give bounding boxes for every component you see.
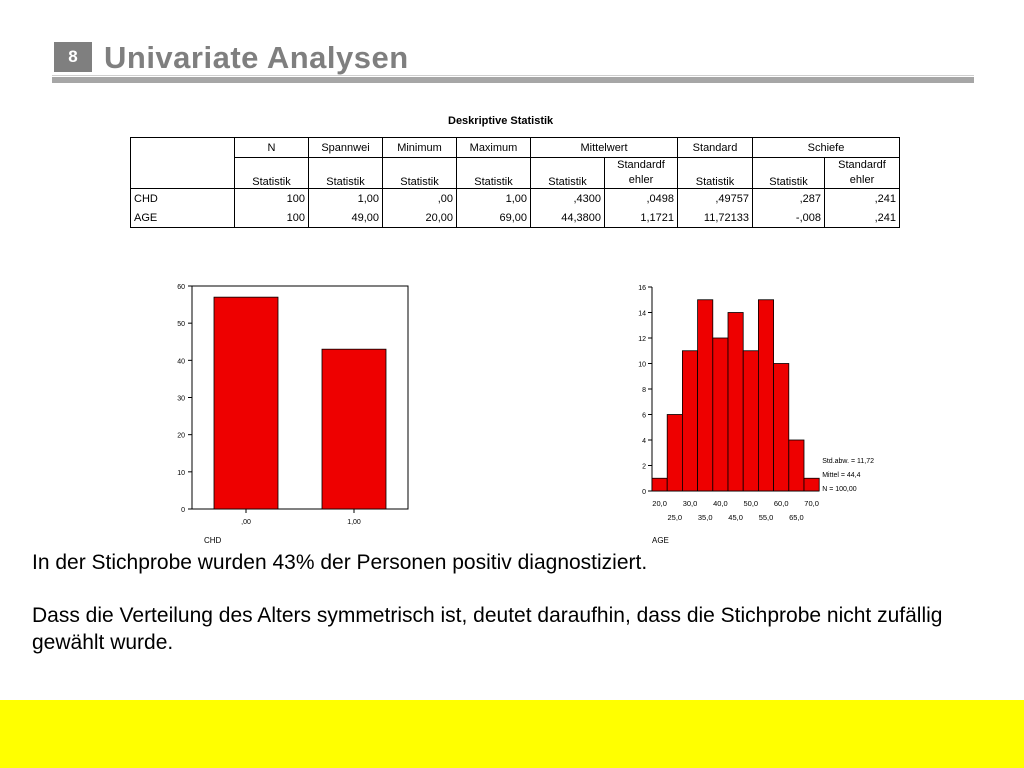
- y-tick-label: 2: [642, 463, 646, 471]
- table-cell: 49,00: [309, 208, 383, 228]
- y-tick-label: 50: [177, 321, 185, 329]
- bar: [322, 349, 386, 509]
- x-tick-label: 40,0: [713, 499, 728, 508]
- histogram-bar: [713, 338, 728, 491]
- table-cell: ,4300: [531, 189, 605, 209]
- x-tick-label: 20,0: [652, 499, 667, 508]
- column-subheader: Statistik: [457, 158, 531, 189]
- y-tick-label: 14: [638, 310, 646, 318]
- column-subheader: Statistik: [383, 158, 457, 189]
- histogram-bar: [743, 351, 758, 491]
- row-label: CHD: [131, 189, 235, 209]
- y-tick-label: 10: [177, 469, 185, 477]
- table-corner-cell: [131, 138, 235, 189]
- column-header: Maximum: [457, 138, 531, 158]
- x-tick-label: 55,0: [758, 513, 774, 522]
- column-subheader: Statistik: [531, 158, 605, 189]
- y-tick-label: 12: [638, 336, 646, 343]
- legend-entry: Std.abw. = 11,72: [822, 458, 875, 465]
- table-cell: 1,00: [457, 189, 531, 209]
- histogram-bar: [682, 351, 697, 491]
- y-tick-label: 4: [642, 438, 646, 445]
- column-subheader: Statistik: [678, 158, 753, 189]
- y-tick-label: 8: [642, 387, 646, 394]
- slide-number: 8: [54, 42, 92, 72]
- x-axis-label: AGE: [652, 536, 669, 545]
- column-subheader: Statistik: [309, 158, 383, 189]
- x-tick-label: 65,0: [789, 513, 804, 522]
- table-cell: ,241: [825, 189, 900, 209]
- histogram-bar: [728, 313, 743, 492]
- table-cell: 44,3800: [531, 208, 605, 228]
- x-tick-label: 45,0: [728, 513, 743, 522]
- y-tick-label: 20: [177, 432, 185, 440]
- x-tick-label: 60,0: [773, 499, 789, 508]
- legend-entry: Mittel = 44,4: [822, 472, 861, 479]
- paragraph-chd: In der Stichprobe wurden 43% der Personen positiv diagnostiziert.: [32, 551, 648, 574]
- y-tick-label: 16: [638, 285, 646, 292]
- table-cell: ,49757: [678, 189, 753, 209]
- age-histogram: [620, 278, 900, 563]
- column-header: Schiefe: [753, 138, 900, 158]
- histogram-bar: [667, 415, 682, 492]
- x-tick-label: 25,0: [667, 513, 683, 522]
- paragraph-age: Dass die Verteilung des Alters symmetrisch ist, deutet daraufhin, dass die Stichprobe nicht zufällig gewählt wurde.: [32, 604, 943, 654]
- bar: [214, 297, 278, 509]
- table-subheader-row: [131, 158, 900, 189]
- column-header: Standard: [678, 138, 753, 158]
- table-cell: 1,00: [309, 189, 383, 209]
- column-subheader: Statistik: [753, 158, 825, 189]
- y-tick-label: 60: [177, 284, 185, 291]
- chd-bar-chart-svg: [168, 278, 418, 558]
- histogram-bar: [804, 478, 819, 491]
- table-cell: ,0498: [605, 189, 678, 209]
- histogram-bar: [758, 300, 773, 491]
- table-cell: 20,00: [383, 208, 457, 228]
- slide-body-text: [32, 549, 992, 656]
- table-cell: -,008: [753, 208, 825, 228]
- column-header: Minimum: [383, 138, 457, 158]
- table-cell: 1,1721: [605, 208, 678, 228]
- x-tick-label: ,00: [241, 519, 251, 526]
- table-cell: 100: [235, 189, 309, 209]
- x-tick-label: 30,0: [682, 499, 698, 508]
- x-tick-label: 35,0: [697, 513, 713, 522]
- y-tick-label: 6: [642, 412, 646, 420]
- table-cell: ,00: [383, 189, 457, 209]
- table-header-row: [131, 138, 900, 158]
- table-row: [131, 189, 900, 209]
- descriptive-statistics-table: [130, 137, 900, 228]
- table-cell: 11,72133: [678, 208, 753, 228]
- column-subheader: Standardf ehler: [605, 158, 678, 189]
- histogram-bar: [774, 364, 789, 492]
- table-cell: 100: [235, 208, 309, 228]
- histogram-bar: [652, 478, 667, 491]
- chd-bar-chart: [168, 278, 418, 563]
- table-caption: Deskriptive Statistik: [448, 115, 554, 127]
- table-row: [131, 208, 900, 228]
- column-header: Mittelwert: [531, 138, 678, 158]
- table-cell: ,287: [753, 189, 825, 209]
- column-header: Spannwei: [309, 138, 383, 158]
- table-cell: 69,00: [457, 208, 531, 228]
- title-underline-highlight: [52, 75, 974, 76]
- y-tick-label: 40: [177, 358, 185, 366]
- column-subheader: Standardf ehler: [825, 158, 900, 189]
- page-title: Univariate Analysen: [104, 40, 409, 75]
- y-tick-label: 0: [181, 507, 185, 514]
- table-cell: ,241: [825, 208, 900, 228]
- title-underline: [52, 77, 974, 83]
- y-tick-label: 30: [177, 395, 185, 403]
- column-subheader: Statistik: [235, 158, 309, 189]
- y-tick-label: 0: [642, 489, 646, 496]
- histogram-bar: [789, 440, 804, 491]
- footer-band: [0, 700, 1024, 768]
- x-axis-label: CHD: [204, 536, 222, 545]
- x-tick-label: 1,00: [347, 519, 361, 526]
- histogram-bar: [698, 300, 713, 491]
- row-label: AGE: [131, 208, 235, 228]
- column-header: N: [235, 138, 309, 158]
- age-histogram-svg: [620, 278, 900, 558]
- legend-entry: N = 100,00: [822, 486, 857, 493]
- y-tick-label: 10: [638, 361, 646, 369]
- x-tick-label: 70,0: [804, 499, 819, 508]
- x-tick-label: 50,0: [743, 499, 759, 508]
